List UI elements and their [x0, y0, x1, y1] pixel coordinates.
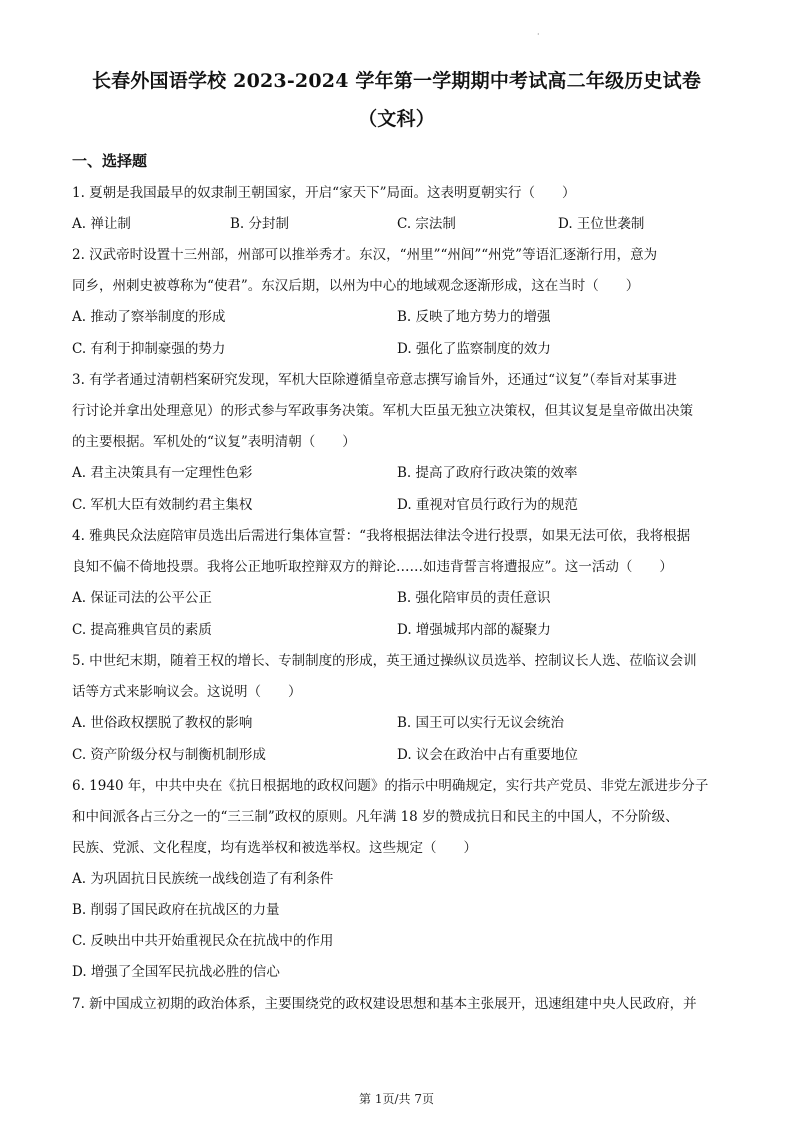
exam-title: 长春外国语学校 2023-2024 学年第一学期期中考试高二年级历史试卷 — [91, 70, 702, 92]
question-3-option-b: B. 提高了政府行政决策的效率 — [397, 465, 578, 481]
question-3-option-d: D. 重视对官员行政行为的规范 — [397, 497, 578, 513]
question-6-option-a: A. 为巩固抗日民族统一战线创造了有利条件 — [72, 871, 334, 887]
question-5-stem-line: 5. 中世纪末期，随着王权的增长、专制制度的形成，英王通过操纵议员选举、控制议长人选、莅临议会训 — [72, 653, 697, 669]
question-3-option-a: A. 君主决策具有一定理性色彩 — [72, 465, 253, 481]
question-3-option-c: C. 军机大臣有效制约君主集权 — [72, 497, 253, 513]
exam-subtitle: （文科） — [358, 108, 435, 130]
question-1-option-b: B. 分封制 — [230, 216, 290, 232]
question-4-option-a: A. 保证司法的公平公正 — [72, 590, 212, 606]
question-5-option-c: C. 资产阶级分权与制衡机制形成 — [72, 747, 266, 763]
question-6-option-b: B. 削弱了国民政府在抗战区的力量 — [72, 902, 280, 918]
question-3-stem-line: 3. 有学者通过清朝档案研究发现，军机大臣除遵循皇帝意志撰写谕旨外，还通过“议复”（奉旨对某事进 — [72, 372, 677, 388]
question-2-stem-line: 2. 汉武帝时设置十三州部，州部可以推举秀才。东汉，“州里”“州闾”“州党”等语汇逐渐行用，意为 — [72, 247, 658, 263]
question-5-option-d: D. 议会在政治中占有重要地位 — [397, 747, 578, 763]
question-6-option-d: D. 增强了全国军民抗战必胜的信心 — [72, 964, 280, 980]
question-6-stem-line: 6. 1940 年，中共中央在《抗日根据地的政权问题》的指示中明确规定，实行共产党员、非党左派进步分子 — [72, 778, 709, 794]
question-7-stem-line: 7. 新中国成立初期的政治体系，主要围绕党的政权建设思想和基本主张展开，迅速组建中央人民政府，并 — [72, 996, 697, 1012]
question-2-option-b: B. 反映了地方势力的增强 — [397, 309, 551, 325]
question-1-option-c: C. 宗法制 — [397, 216, 456, 232]
page-footer: 第 1页/共 7页 — [359, 1092, 434, 1106]
question-4-option-c: C. 提高雅典官员的素质 — [72, 622, 212, 638]
question-2-option-a: A. 推动了察举制度的形成 — [72, 309, 226, 325]
question-1-option-a: A. 禅让制 — [72, 216, 131, 232]
question-4-stem-line: 4. 雅典民众法庭陪审员选出后需进行集体宣誓：“我将根据法律法令进行投票，如果无法可依，我将根据 — [72, 528, 691, 544]
question-6-option-c: C. 反映出中共开始重视民众在抗战中的作用 — [72, 933, 334, 949]
question-4-stem-line: 良知不偏不倚地投票。我将公正地听取控辩双方的辩论……如违背誓言将遭报应”。这一活动（ ） — [72, 559, 673, 575]
question-2-option-c: C. 有利于抑制豪强的势力 — [72, 341, 226, 357]
question-6-stem-line: 民族、党派、文化程度，均有选举权和被选举权。这些规定（ ） — [72, 840, 477, 856]
question-1-stem: 1. 夏朝是我国最早的奴隶制王朝国家，开启“家天下”局面。这表明夏朝实行（ ） — [72, 185, 576, 201]
question-6-stem-line: 和中间派各占三分之一的“三三制”政权的原则。凡年满 18 岁的赞成抗日和民主的中国人，不分阶级、 — [72, 809, 679, 825]
question-2-stem-line: 同乡，州刺史被尊称为“使君”。东汉后期，以州为中心的地域观念逐渐形成，这在当时（ ） — [72, 278, 640, 294]
question-5-option-a: A. 世俗政权摆脱了教权的影响 — [72, 715, 253, 731]
question-4-option-d: D. 增强城邦内部的凝聚力 — [397, 622, 551, 638]
question-1-option-d: D. 王位世袭制 — [558, 216, 645, 232]
question-5-stem-line: 话等方式来影响议会。这说明（ ） — [72, 684, 302, 700]
question-5-option-b: B. 国王可以实行无议会统治 — [397, 715, 565, 731]
header-dot: · — [537, 30, 540, 39]
question-2-option-d: D. 强化了监察制度的效力 — [397, 341, 551, 357]
section-heading: 一、选择题 — [72, 152, 148, 170]
question-3-stem-line: 的主要根据。军机处的“议复”表明清朝（ ） — [72, 434, 356, 450]
question-3-stem-line: 行讨论并拿出处理意见）的形式参与军政事务决策。军机大臣虽无独立决策权，但其议复是皇帝做出决策 — [72, 403, 693, 419]
question-4-option-b: B. 强化陪审员的责任意识 — [397, 590, 551, 606]
